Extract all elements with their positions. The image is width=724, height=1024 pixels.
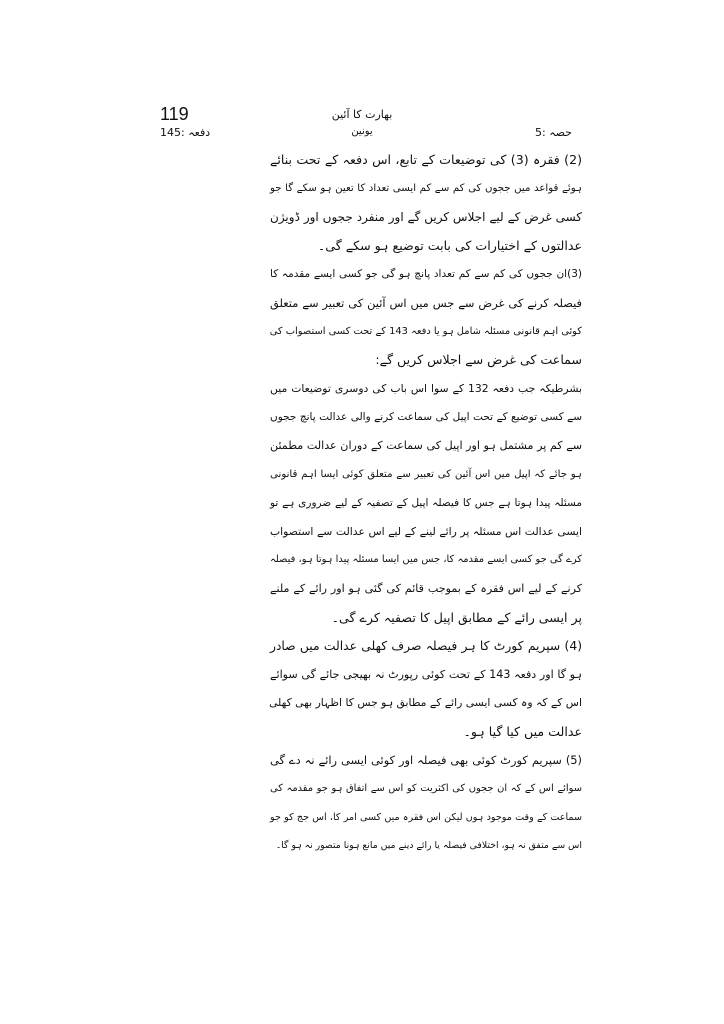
text-line: ہو جائے کہ اپیل میں اس آئین کی تعبیر سے متعلق کوئی ایسا اہم قانونی	[270, 468, 582, 480]
section-reference: دفعہ :145	[160, 126, 211, 139]
text-line: (2) فقرہ (3) کی توضیعات کے تابع، اس دفعہ کے تحت بنائے	[270, 152, 582, 167]
running-subtitle: یونین	[351, 126, 373, 137]
text-line: سے کسی توضیع کے تحت اپیل کی سماعت کرنے والی عدالت پانچ ججوں	[270, 411, 582, 424]
text-line: سماعت کی غرض سے اجلاس کریں گے:	[375, 352, 582, 368]
text-line: سے کم پر مشتمل ہو اور اپیل کی سماعت کے دوران عدالت مطمئن	[270, 438, 582, 452]
running-title: بھارت کا آئین	[331, 108, 393, 121]
paragraph-clause-4	[270, 632, 582, 746]
text-line: عدالتوں کے اختیارات کی بابت توضیع ہو سکے گی۔	[317, 237, 582, 253]
text-line: اس سے متفق نہ ہو، اختلافی فیصلہ یا رائے دینے میں مانع ہونا متصور نہ ہو گا۔	[275, 840, 582, 852]
text-line: مسئلہ پیدا ہوتا ہے جس کا فیصلہ اپیل کے تصفیہ کے لیے ضروری ہے تو	[270, 497, 582, 510]
text-line: کرنے کے لیے اس فقرہ کے بموجب قائم کی گئی ہو اور رائے کے ملنے	[270, 581, 582, 595]
text-line: پر ایسی رائے کے مطابق اپیل کا تصفیہ کرے گی۔	[331, 609, 582, 625]
text-line: (4) سپریم کورٹ کا ہر فیصلہ صرف کھلی عدالت میں صادر	[270, 639, 582, 654]
paragraph-clause-5	[270, 746, 582, 860]
body-text	[269, 146, 582, 852]
text-line: کوئی اہم قانونی مسئلہ شامل ہو یا دفعہ 143 کے تحت کسی استصواب کی	[269, 325, 582, 337]
paragraph-clause-2	[270, 146, 582, 260]
text-line: (3)ان ججوں کی کم سے کم تعداد پانچ ہو گی جو کسی ایسے مقدمہ کا	[270, 268, 582, 281]
text-line: کرے گی جو کسی ایسے مقدمہ کا، جس میں ایسا مسئلہ پیدا ہوتا ہو، فیصلہ	[270, 554, 582, 566]
text-line: سوائے اس کے کہ ان ججوں کی اکثریت کو اس سے اتفاق ہو جو مقدمہ کی	[270, 783, 582, 795]
text-line: ایسی عدالت اس مسئلہ پر رائے لینے کے لیے اس عدالت سے استصواب	[270, 524, 582, 538]
part-reference: حصہ :5	[535, 126, 572, 139]
text-line: ہو گا اور دفعہ 143 کے تحت کوئی رپورٹ نہ بھیجی جائے گی سوائے	[270, 667, 582, 681]
text-line: فیصلہ کرنے کی غرض سے جس میں اس آئین کی تعبیر سے متعلق	[270, 295, 582, 310]
text-line: ہوئے قواعد میں ججوں کی کم سے کم ایسی تعداد کا تعین ہو سکے گا جو	[270, 182, 582, 194]
paragraph-proviso	[270, 375, 582, 632]
text-line: (5) سپریم کورٹ کوئی بھی فیصلہ اور کوئی ایسی رائے نہ دے گی	[270, 753, 582, 768]
text-line: عدالت میں کیا گیا ہو۔	[463, 723, 582, 739]
text-line: کسی غرض کے لیے اجلاس کریں گے اور منفرد ججوں اور ڈویژن	[270, 210, 582, 225]
text-line: اس کے کہ وہ کسی ایسی رائے کے مطابق ہو جس کا اظہار بھی کھلی	[269, 696, 582, 710]
paragraph-clause-3	[270, 260, 582, 374]
text-line: سماعت کے وقت موجود ہوں لیکن اس فقرہ میں کسی امر کا، اس جج کو جو	[270, 811, 582, 823]
page-number: 119	[160, 104, 189, 124]
text-line: بشرطیکہ جب دفعہ 132 کے سوا اس باب کی دوسری توضیعات میں	[270, 381, 582, 395]
